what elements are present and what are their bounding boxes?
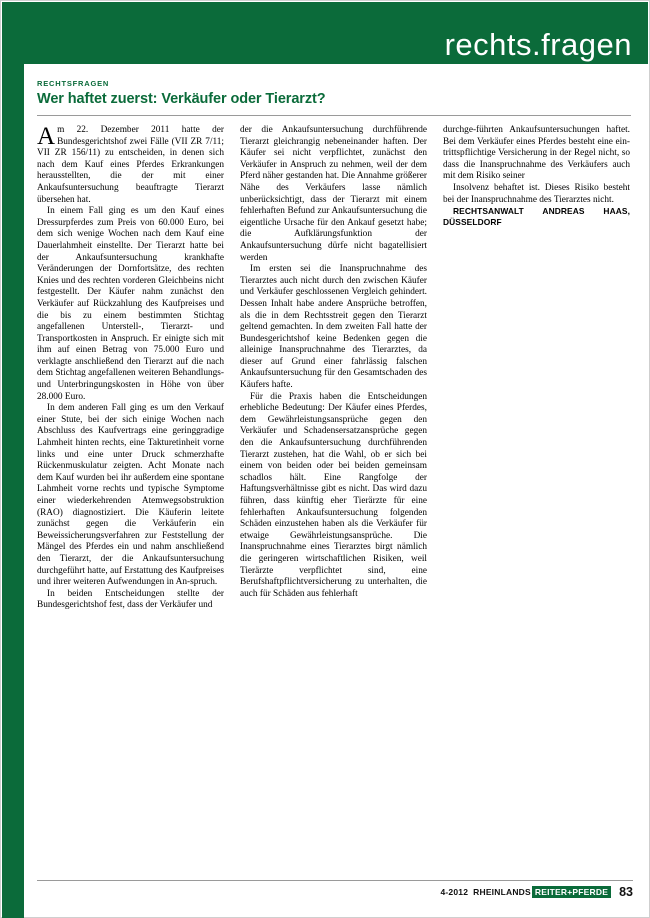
article-headline: Wer haftet zuerst: Verkäufer oder Tierarzt? [37, 91, 326, 107]
article-column-1 [37, 125, 224, 612]
article-content [37, 79, 631, 612]
masthead-banner [24, 2, 648, 64]
green-left-bar [2, 2, 24, 918]
paragraph [37, 125, 224, 206]
paragraph: In einem Fall ging es um den Kauf eines Dressurpferdes zum Preis von 60.000 Euro, bei dem sich wenige Wochen nach dem Kauf eine Dauerlahmheit einstellte. Der Tierarzt hatte bei der Ankaufsuntersuchung krankhafte Veränderungen der Dornfortsätze, des rechten Knies und des rechten vorderen Gleichbeins nicht festgestellt. Der Käufer nahm zunächst den Verkäufer auf Rückzahlung des Kaufpreises und die bis zu einem bestimmten Stichtag angefallenen Unterstell-, Tierarzt- und Transportkosten in Anspruch. Er einigte sich mit ihm auf einen Betrag von 75.000 Euro und verklagte anschließend den Tierarzt auf die nach dem Stichtag angefallenen weiteren Behandlungs- und Unterbringungskosten in Höhe von über 28.000 Euro. [37, 206, 224, 402]
paragraph: der die Ankaufsuntersuchung durchführende Tierarzt gleichrangig nebeneinander haften. Der Käufer sei nicht verpflichtet, zunächst den Verkäufer in Anspruch zu nehmen, weil der dem Pferd näher gestanden hat. Die Annahme größerer Nähe des Verkäufers lasse nämlich unberücksichtigt, dass der Tierarzt mit einem fehlerhaften Befund zur Ankaufsuntersuchung die eigentliche Ursache für den Ankauf gesetzt habe; die Aufklärungsfunktion der Ankaufsuntersuchung dürfe nicht bagatellisiert werden [240, 125, 427, 263]
article-columns [37, 125, 631, 612]
article-column-3 [443, 125, 630, 612]
article-column-2 [240, 125, 427, 612]
paragraph: Für die Praxis haben die Entscheidungen erhebliche Bedeutung: Der Käufer eines Pferdes, dem Gewährleistungsansprüche gegen den Verkäufer und Schadensersatzansprüche gegen den die Ankaufsuntersuchung durchführenden Tierarzt zustehen, hat die Wahl, ob er sich bei einem von beiden oder bei beiden gemeinsam schadlos hält. Eine Rangfolge der Haftungsverhältnisse gibt es nicht. Das wird dazu führen, dass künftig eher Tierärzte für eine fehlerhaften Ankaufsuntersuchung folgenden Schäden einzustehen haben als die Verkäufer für etwaige Gewährleistungsansprüche. Die Inanspruchnahme eines Tierarztes birgt nämlich die geringeren wirtschaftlichen Risiken, weil Tierärzte verpflichtet sind, eine Berufshaftpflichtversicherung zu unterhalten, die auch für Schäden aus fehlerhaft [240, 391, 427, 599]
headline-divider [37, 115, 631, 116]
paragraph: Im ersten sei die Inanspruchnahme des Tierarztes auch nicht durch den zwischen Käufer und Verkäufer geschlossenen Vergleich gehindert. Dessen Inhalt habe andere Ansprüche betroffen, als die in dem Rechtsstreit gegen den Tierarzt geltend gemachten. In dem zweiten Fall hatte der Bundesgerichtshof keine Bedenken gegen die alleinige Inanspruchnahme des Tierarztes, da dieser auf Grund einer fahrlässig falschen Ankaufsuntersuchung für den Gesamtschaden des Käufers hafte. [240, 264, 427, 391]
article-byline: RECHTSANWALT ANDREAS HAAS, DÜSSELDORF [443, 206, 630, 228]
paragraph: In dem anderen Fall ging es um den Verkauf einer Stute, bei der sich einige Wochen nach Abschluss des Kaufvertrags eine geringgradige Lahmheit hinten rechts, eine Takturetinheit vorne links und eine unter Druck schmerzhafte Rückenmuskulatur zeigten. Acht Monate nach dem Kauf wurden bei ihr außerdem eine spontane Lahmheit vorne rechts und typische Symptome einer wiederkehrenden Atemwegsobstruktion (RAO) diagnostiziert. Die Käuferin leitete zunächst gegen die Verkäuferin ein Beweissicherungsverfahren zur Feststellung der Mängel des Pferdes ein und nahm anschließend den Tierarzt, der die Ankaufsuntersuchung durchgeführt hatte, auf Erstattung des Kaufpreises und ihrer weiteren Aufwendungen in An-spruch. [37, 403, 224, 588]
article-kicker: RECHTSFRAGEN [37, 79, 110, 88]
drop-cap: A [37, 123, 56, 150]
paragraph: Insolvenz behaftet ist. Dieses Risiko besteht bei der Inanspruchnahme des Tierarztes nicht. [443, 182, 630, 205]
masthead-title: rechts.fragen [444, 27, 632, 62]
footer-page-number: 83 [619, 885, 633, 899]
footer-magazine [473, 887, 611, 897]
paragraph: durchge-führten Ankaufsuntersuchungen haftet. Bei dem Verkäufer eines Pferdes besteht eine ein-trittspflichtige Versicherung in der Regel nicht, so dass die Inanspruchnahme des Verkäufers auch mit dem Risiko seiner [443, 125, 630, 182]
footer-issue: 4-2012 [440, 887, 469, 897]
footer-divider [37, 880, 633, 881]
page-footer [440, 885, 633, 899]
footer-magazine-highlight: REITER+PFERDE [532, 886, 611, 898]
paragraph: In beiden Entscheidungen stellte der Bundesgerichtshof fest, dass der Verkäufer und [37, 588, 224, 611]
footer-magazine-plain: RHEINLANDS [473, 887, 531, 897]
paragraph-text: m 22. Dezember 2011 hatte der Bundesgerichtshof zwei Fälle (VII ZR 7/11; VII ZR 156/11) zu entscheiden, in denen sich nach dem Kauf eines Pferdes Erkrankungen herausstellten, die der mit einer Ankaufsuntersuchung beauftragte Tierarzt übersehen hat. [37, 125, 224, 205]
